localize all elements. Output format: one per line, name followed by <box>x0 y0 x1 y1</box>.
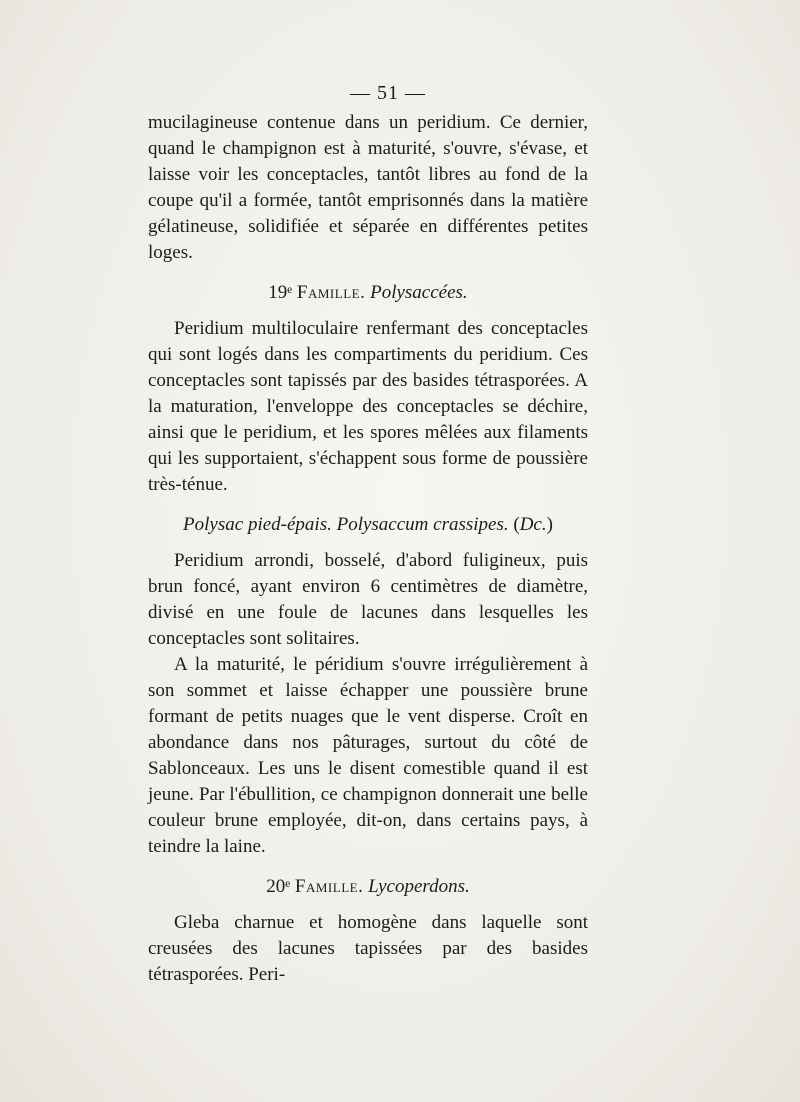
paragraph-maturite: A la maturité, le péridium s'ouvre irrégulièrement à son sommet et laisse échapper une poussière brune formant de petits nuages que le vent disperse. Croît en abondance dans nos pâturages, surtout du côté de Sablonceaux. Les uns le disent comestible quand il est jeune. Par l'ébullition, ce champignon donnerait une belle couleur brune employée, dit-on, dans certains pays, à teindre la laine. <box>148 654 588 857</box>
family-number: 19ᵉ <box>268 282 293 303</box>
page-number: — 51 — <box>350 82 426 104</box>
species-heading <box>148 512 588 538</box>
species-latin-name: Polysaccum crassipes. <box>336 514 509 535</box>
family-name: Polysaccées. <box>370 282 468 303</box>
page-content <box>148 70 588 988</box>
species-author-open: ( <box>513 514 520 535</box>
paragraph-peridium-multiloculaire: Peridium multiloculaire renfermant des conceptacles qui sont logés dans les compartiments du peridium. Ces conceptacles sont tapissés par des basides tétrasporées. A la maturation, l'enveloppe des conceptacles se déchire, ainsi que le peridium, et les spores mêlées aux filaments qui les supportaient, s'échappent sous forme de poussière très-ténue. <box>148 318 588 495</box>
paragraph-peridium-arrondi: Peridium arrondi, bosselé, d'abord fuligineux, puis brun foncé, ayant environ 6 centimètres de diamètre, divisé en une foule de lacunes dans lesquelles les conceptacles sont solitaires. <box>148 550 588 649</box>
section-heading-20 <box>148 874 588 900</box>
family-label: Famille. <box>294 876 364 897</box>
paragraph-gleba: Gleba charnue et homogène dans laquelle sont creusées des lacunes tapissées par des basides tétrasporées. Peri- <box>148 912 588 985</box>
section-heading-19 <box>148 280 588 306</box>
family-number: 20ᵉ <box>266 876 291 897</box>
species-author-close: ) <box>546 514 553 535</box>
species-french-name: Polysac pied-épais. <box>183 514 332 535</box>
family-label: Famille. <box>296 282 366 303</box>
paragraph-mucilagineuse: mucilagineuse contenue dans un peridium. Ce dernier, quand le champignon est à maturité, s'ouvre, s'évase, et laisse voir les conceptacles, tantôt libres au fond de la coupe qu'il a formée, tantôt emprisonnés dans la matière gélatineuse, solidifiée et séparée en différentes petites loges. <box>148 112 588 263</box>
species-author: Dc. <box>519 514 547 535</box>
family-name: Lycoperdons. <box>368 876 470 897</box>
